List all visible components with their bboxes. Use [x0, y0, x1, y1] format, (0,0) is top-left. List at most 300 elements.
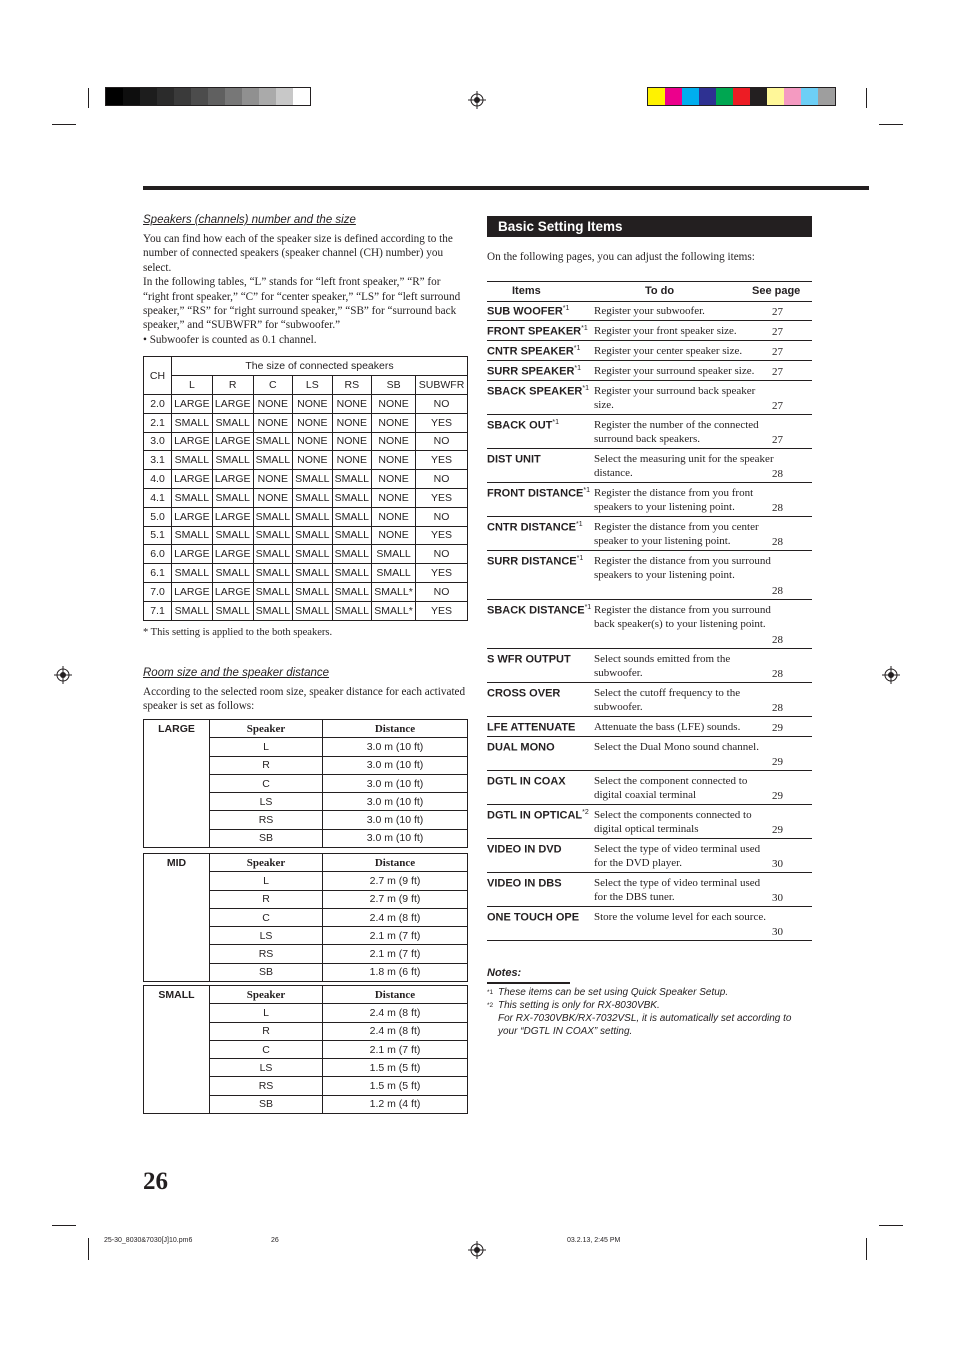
item-name: [487, 843, 562, 856]
table-header-row: [144, 720, 468, 738]
item-name: [487, 721, 575, 734]
distance-header: Distance: [323, 986, 468, 1004]
item-todo: Register your front speaker size.: [594, 325, 737, 337]
item-name: [487, 653, 571, 666]
color-swatch: [784, 88, 801, 105]
list-item: [487, 321, 812, 341]
distance-cell: 3.0 m (10 ft): [323, 756, 468, 774]
speaker-size-table: [143, 356, 468, 621]
table-cell: 2.1: [144, 413, 172, 432]
table-cell: YES: [416, 413, 468, 432]
distance-table-mid: [143, 853, 468, 982]
item-name-text: SBACK DISTANCE: [487, 604, 585, 617]
room-heading: Room size and the speaker distance: [143, 667, 330, 679]
item-name: [487, 604, 591, 617]
table-cell: SMALL: [212, 601, 253, 620]
speaker-cell: RS: [210, 811, 323, 829]
table-cell: NONE: [372, 395, 416, 414]
distance-table-large: [143, 719, 468, 848]
crop-mark: [88, 88, 89, 108]
table-cell: SMALL: [332, 564, 371, 583]
item-page: 29: [772, 722, 783, 734]
table-cell: SMALL: [253, 451, 292, 470]
item-todo: Select sounds emitted from the subwoofer.: [594, 653, 731, 680]
table-cell: SMALL: [372, 564, 416, 583]
item-footnote-mark: *1: [552, 419, 560, 426]
item-todo: Select the Dual Mono sound channel.: [594, 741, 759, 753]
item-page: 27: [772, 434, 783, 446]
speaker-cell: C: [210, 1040, 323, 1058]
item-name: [487, 809, 589, 822]
table-cell: SMALL: [293, 488, 332, 507]
speaker-cell: LS: [210, 927, 323, 945]
item-name-text: S WFR OUTPUT: [487, 653, 571, 666]
list-item: [487, 805, 812, 839]
list-item: [487, 341, 812, 361]
item-page: 30: [772, 858, 783, 870]
distance-table-small: [143, 985, 468, 1114]
item-name: [487, 305, 569, 318]
item-page: 27: [772, 400, 783, 412]
speaker-cell: LS: [210, 1059, 323, 1077]
item-name: [487, 911, 579, 924]
crop-mark: [879, 1225, 903, 1226]
table-cell: SMALL: [172, 526, 213, 545]
color-swatch: [767, 88, 784, 105]
speaker-cell: R: [210, 756, 323, 774]
table-cell: SMALL: [172, 488, 213, 507]
color-swatch: [818, 88, 835, 105]
item-name: [487, 555, 583, 568]
distance-cell: 2.1 m (7 ft): [323, 945, 468, 963]
item-todo: Register the number of the connected surround back speakers.: [594, 419, 759, 446]
size-group-header: The size of connected speakers: [172, 357, 468, 376]
color-swatch: [225, 88, 242, 105]
item-footnote-mark: *1: [582, 385, 589, 392]
item-name-text: CROSS OVER: [487, 687, 561, 700]
table-cell: LARGE: [172, 582, 213, 601]
table-cell: NONE: [253, 488, 292, 507]
list-item: [487, 839, 812, 873]
item-footnote-mark: *1: [576, 555, 584, 562]
item-todo: Register the distance from you front speakers to your listening point.: [594, 487, 754, 514]
item-name-text: DIST UNIT: [487, 453, 541, 466]
table-cell: LARGE: [212, 470, 253, 489]
item-name: [487, 419, 559, 432]
item-page: 30: [772, 926, 783, 938]
registration-mark-icon: [468, 1241, 486, 1259]
distance-cell: 2.1 m (7 ft): [323, 1040, 468, 1058]
speaker-cell: SB: [210, 829, 323, 847]
table-cell: SMALL: [332, 545, 371, 564]
crop-mark: [88, 1238, 89, 1260]
page-number: 26: [143, 1168, 168, 1195]
table-cell: SMALL: [172, 564, 213, 583]
list-item: [487, 381, 812, 415]
item-name: [487, 345, 580, 358]
size-table-footnote: * This setting is applied to the both speakers.: [143, 627, 333, 638]
speaker-cell: SB: [210, 963, 323, 981]
header-rule: [143, 186, 869, 190]
table-cell: SMALL: [293, 526, 332, 545]
speaker-cell: L: [210, 738, 323, 756]
table-cell: SMALL: [212, 526, 253, 545]
table-cell: SMALL: [293, 545, 332, 564]
table-cell: SMALL: [332, 488, 371, 507]
table-cell: SMALL: [253, 526, 292, 545]
speakers-bullet: • Subwoofer is counted as 0.1 channel.: [143, 333, 317, 346]
item-name: [487, 325, 588, 338]
table-row: [144, 564, 468, 583]
size-column-header: L: [172, 376, 213, 395]
table-cell: YES: [416, 564, 468, 583]
table-cell: SMALL: [332, 470, 371, 489]
color-swatch: [276, 88, 293, 105]
table-row: [144, 470, 468, 489]
item-todo: Register your center speaker size.: [594, 345, 743, 357]
item-page: 27: [772, 346, 783, 358]
table-cell: NO: [416, 470, 468, 489]
table-cell: SMALL: [372, 545, 416, 564]
table-cell: SMALL: [293, 601, 332, 620]
item-todo: Register the distance from you surround speakers to your listening point.: [594, 555, 771, 582]
speaker-header: Speaker: [210, 720, 323, 738]
item-todo: Register your subwoofer.: [594, 305, 705, 317]
item-page: 29: [772, 824, 783, 836]
table-cell: LARGE: [172, 507, 213, 526]
item-page: 30: [772, 892, 783, 904]
table-cell: SMALL: [253, 507, 292, 526]
item-page: 28: [772, 634, 783, 646]
table-cell: SMALL: [253, 582, 292, 601]
item-page: 27: [772, 306, 783, 318]
note-2-line-2: For RX-7030VBK/RX-7032VSL, it is automatically set according to your “DGTL IN COAX” setting.: [498, 1013, 792, 1037]
distance-cell: 2.7 m (9 ft): [323, 872, 468, 890]
table-cell: YES: [416, 488, 468, 507]
item-name: [487, 521, 583, 534]
distance-cell: 3.0 m (10 ft): [323, 811, 468, 829]
table-cell: NO: [416, 582, 468, 601]
color-swatch: [750, 88, 767, 105]
item-name: [487, 877, 562, 890]
item-todo: Select the component connected to digital coaxial terminal: [594, 775, 748, 802]
table-cell: NONE: [332, 451, 371, 470]
table-cell: NO: [416, 507, 468, 526]
item-name: [487, 453, 541, 466]
item-name-text: SUB WOOFER: [487, 305, 563, 318]
speaker-cell: R: [210, 1022, 323, 1040]
table-cell: SMALL: [212, 488, 253, 507]
color-swatch: [259, 88, 276, 105]
table-row: [144, 451, 468, 470]
registration-mark-icon: [54, 666, 72, 684]
table-row: [144, 526, 468, 545]
distance-cell: 3.0 m (10 ft): [323, 829, 468, 847]
table-row: [144, 582, 468, 601]
table-cell: SMALL: [293, 507, 332, 526]
table-header-row: [144, 986, 468, 1004]
speaker-header: Speaker: [210, 854, 323, 872]
table-cell: LARGE: [212, 507, 253, 526]
table-cell: SMALL: [172, 601, 213, 620]
table-row: [144, 507, 468, 526]
item-todo: Select the type of video terminal used for the DBS tuner.: [594, 877, 761, 904]
distance-cell: 1.2 m (4 ft): [323, 1095, 468, 1113]
table-cell: NO: [416, 545, 468, 564]
item-name: [487, 775, 566, 788]
table-cell: NONE: [372, 488, 416, 507]
item-footnote-mark: *1: [573, 345, 581, 352]
table-cell: 3.1: [144, 451, 172, 470]
registration-mark-icon: [468, 91, 486, 109]
item-name-text: VIDEO IN DVD: [487, 843, 562, 856]
table-cell: SMALL: [332, 526, 371, 545]
registration-mark-icon: [882, 666, 900, 684]
speaker-cell: LS: [210, 793, 323, 811]
item-name-text: CNTR DISTANCE: [487, 521, 577, 534]
table-row: [144, 395, 468, 414]
table-cell: NONE: [332, 432, 371, 451]
speaker-header: Speaker: [210, 986, 323, 1004]
crop-mark: [52, 1225, 76, 1226]
list-item: [487, 600, 812, 649]
item-page: 29: [772, 790, 783, 802]
item-footnote-mark: *1: [562, 305, 570, 312]
table-cell: 4.0: [144, 470, 172, 489]
speaker-cell: C: [210, 908, 323, 926]
table-cell: LARGE: [212, 582, 253, 601]
list-item: [487, 737, 812, 771]
ch-header: CH: [144, 357, 172, 395]
table-cell: NONE: [372, 507, 416, 526]
item-page: 28: [772, 502, 783, 514]
todo-col-header: To do: [645, 285, 675, 297]
table-cell: NONE: [253, 395, 292, 414]
item-page: 27: [772, 326, 783, 338]
item-page: 27: [772, 366, 783, 378]
table-cell: SMALL: [212, 451, 253, 470]
notes-title: Notes:: [487, 967, 522, 979]
size-column-header: RS: [332, 376, 371, 395]
list-item: [487, 717, 812, 737]
item-name-text: FRONT SPEAKER: [487, 325, 582, 338]
speakers-heading: Speakers (channels) number and the size: [143, 214, 356, 226]
distance-cell: 2.4 m (8 ft): [323, 1022, 468, 1040]
color-swatch: [208, 88, 225, 105]
color-swatch: [733, 88, 750, 105]
table-cell: YES: [416, 601, 468, 620]
note-1-text: These items can be set using Quick Speaker Setup.: [498, 987, 729, 998]
table-cell: NONE: [253, 413, 292, 432]
item-name-text: CNTR SPEAKER: [487, 345, 574, 358]
distance-cell: 2.4 m (8 ft): [323, 1004, 468, 1022]
item-page: 28: [772, 536, 783, 548]
speaker-cell: RS: [210, 1077, 323, 1095]
table-cell: NONE: [293, 413, 332, 432]
list-item: [487, 771, 812, 805]
list-item: [487, 483, 812, 517]
table-cell: 4.1: [144, 488, 172, 507]
table-cell: SMALL: [212, 564, 253, 583]
item-footnote-mark: *1: [584, 604, 592, 611]
room-size-label: SMALL: [144, 986, 210, 1114]
table-cell: SMALL: [293, 564, 332, 583]
distance-header: Distance: [323, 720, 468, 738]
table-cell: SMALL: [253, 432, 292, 451]
item-page: 28: [772, 702, 783, 714]
table-cell: NONE: [332, 395, 371, 414]
table-cell: YES: [416, 526, 468, 545]
item-name-text: VIDEO IN DBS: [487, 877, 562, 890]
note-2-mark: *2: [487, 1002, 494, 1009]
table-cell: LARGE: [172, 545, 213, 564]
table-cell: SMALL: [332, 601, 371, 620]
size-column-header: R: [212, 376, 253, 395]
note-2-line-1: This setting is only for RX-8030VBK.: [498, 1000, 660, 1011]
list-item: [487, 301, 812, 321]
table-cell: NONE: [253, 470, 292, 489]
size-column-header: LS: [293, 376, 332, 395]
distance-cell: 3.0 m (10 ft): [323, 774, 468, 792]
room-intro: According to the selected room size, speaker distance for each activated speaker is set as follows:: [143, 686, 466, 713]
table-cell: SMALL: [293, 582, 332, 601]
distance-cell: 3.0 m (10 ft): [323, 793, 468, 811]
table-cell: SMALL: [172, 451, 213, 470]
list-item: [487, 649, 812, 683]
table-cell: SMALL: [332, 582, 371, 601]
speakers-para-2: In the following tables, “L” stands for “left front speaker,” “R” for “right front speaker,” “C” for “center speaker,” “LS” for “left surround speaker,” “RS” for “right surround speaker,” “SB” for “surround back speaker,” and “SUBWFR” for “subwoofer.”: [143, 276, 461, 332]
footer-date: 03.2.13, 2:45 PM: [567, 1237, 621, 1244]
color-swatch: [801, 88, 818, 105]
item-todo: Attenuate the bass (LFE) sounds.: [594, 721, 741, 733]
table-cell: SMALL: [172, 413, 213, 432]
color-swatch: [682, 88, 699, 105]
section-title: Basic Setting Items: [487, 216, 812, 237]
item-name-text: SBACK SPEAKER: [487, 385, 583, 398]
color-swatch: [174, 88, 191, 105]
item-page: 28: [772, 468, 783, 480]
note-2: [487, 999, 817, 1037]
list-item: [487, 415, 812, 449]
crop-mark: [866, 1238, 867, 1260]
size-column-header: C: [253, 376, 292, 395]
gray-swatch-bar: [105, 87, 311, 106]
table-cell: SMALL: [253, 601, 292, 620]
speakers-intro: [143, 232, 468, 347]
table-row: [144, 413, 468, 432]
table-row: [144, 488, 468, 507]
item-footnote-mark: *1: [576, 521, 583, 528]
item-name: [487, 487, 590, 500]
table-cell: SMALL*: [372, 582, 416, 601]
item-name-text: DGTL IN COAX: [487, 775, 566, 788]
speakers-para-1: You can find how each of the speaker size is defined according to the number of connected speakers (speaker channel (CH) number) you select.: [143, 233, 453, 274]
color-swatch: [157, 88, 174, 105]
table-cell: SMALL: [253, 545, 292, 564]
item-todo: Select the measuring unit for the speaker distance.: [594, 453, 774, 480]
speaker-cell: C: [210, 774, 323, 792]
list-item: [487, 907, 812, 941]
distance-cell: 1.8 m (6 ft): [323, 963, 468, 981]
item-name: [487, 365, 581, 378]
table-cell: NONE: [372, 413, 416, 432]
item-footnote-mark: *1: [583, 487, 590, 494]
item-footnote-mark: *2: [582, 809, 589, 816]
table-cell: LARGE: [172, 395, 213, 414]
distance-cell: 2.7 m (9 ft): [323, 890, 468, 908]
crop-mark: [866, 88, 867, 108]
table-cell: LARGE: [212, 395, 253, 414]
table-cell: SMALL: [253, 564, 292, 583]
item-todo: Store the volume level for each source.: [594, 911, 766, 923]
color-swatch: [123, 88, 140, 105]
table-cell: LARGE: [212, 545, 253, 564]
item-page: 29: [772, 756, 783, 768]
item-page: 28: [772, 668, 783, 680]
item-name-text: ONE TOUCH OPE: [487, 911, 580, 924]
color-swatch: [242, 88, 259, 105]
distance-cell: 3.0 m (10 ft): [323, 738, 468, 756]
item-todo: Register your surround speaker size.: [594, 365, 755, 377]
item-name-text: SBACK OUT: [487, 419, 553, 432]
list-item: [487, 683, 812, 717]
table-cell: LARGE: [212, 432, 253, 451]
table-cell: SMALL: [212, 413, 253, 432]
items-intro: On the following pages, you can adjust the following items:: [487, 251, 755, 263]
list-item: [487, 873, 812, 907]
table-cell: NONE: [293, 451, 332, 470]
item-name-text: DGTL IN OPTICAL: [487, 809, 583, 822]
color-swatch: [293, 88, 310, 105]
speaker-cell: SB: [210, 1095, 323, 1113]
note-1-mark: *1: [487, 989, 494, 996]
distance-cell: 1.5 m (5 ft): [323, 1077, 468, 1095]
page-col-header: See page: [752, 285, 801, 297]
table-cell: NONE: [293, 432, 332, 451]
color-swatch: [106, 88, 123, 105]
color-swatch: [648, 88, 665, 105]
list-item: [487, 449, 812, 483]
item-todo: Register your surround back speaker size.: [594, 385, 756, 412]
table-cell: 6.0: [144, 545, 172, 564]
item-name-text: FRONT DISTANCE: [487, 487, 584, 500]
item-todo: Register the distance from you center speaker to your listening point.: [594, 521, 759, 548]
table-cell: SMALL: [293, 470, 332, 489]
table-cell: NONE: [372, 526, 416, 545]
speaker-cell: R: [210, 890, 323, 908]
table-cell: NONE: [372, 470, 416, 489]
color-swatch: [716, 88, 733, 105]
table-cell: SMALL*: [372, 601, 416, 620]
item-footnote-mark: *1: [581, 325, 588, 332]
table-row: [144, 601, 468, 620]
color-swatch: [140, 88, 157, 105]
speaker-cell: RS: [210, 945, 323, 963]
footer-page: 26: [271, 1237, 279, 1244]
item-name: [487, 385, 589, 398]
table-cell: 7.1: [144, 601, 172, 620]
color-swatch-bar: [647, 87, 836, 106]
list-item: [487, 517, 812, 551]
size-column-header: SUBWFR: [416, 376, 468, 395]
speaker-cell: L: [210, 1004, 323, 1022]
distance-cell: 2.4 m (8 ft): [323, 908, 468, 926]
distance-header: Distance: [323, 854, 468, 872]
color-swatch: [699, 88, 716, 105]
speaker-cell: L: [210, 872, 323, 890]
notes-rule: [487, 982, 570, 984]
crop-mark: [52, 124, 76, 125]
